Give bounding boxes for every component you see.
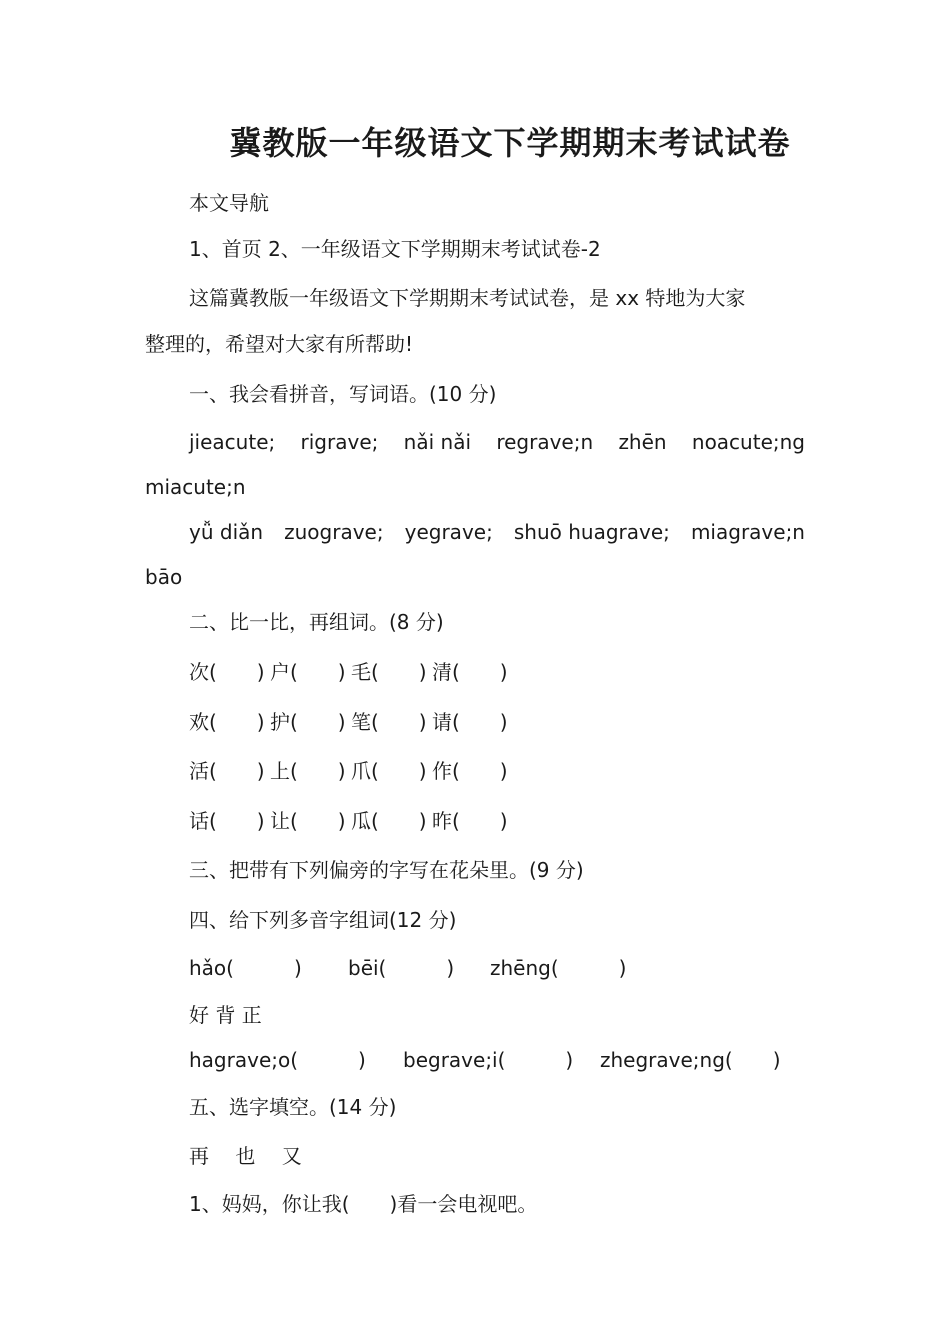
polyphone-item: zhegrave;ng( ): [600, 1048, 781, 1072]
compare-item: 话( ): [189, 809, 265, 833]
pinyin-item: rigrave;: [300, 430, 379, 454]
polyphone-item: zhēng( ): [490, 956, 627, 980]
polyphone-item: hagrave;o( ): [189, 1048, 366, 1072]
compare-item: 活( ): [189, 759, 265, 783]
compare-item: 爪( ): [351, 759, 427, 783]
pinyin-item: zhēn: [618, 430, 667, 454]
compare-row: [189, 807, 513, 835]
nav-links[interactable]: 1、首页 2、一年级语文下学期期末考试试卷-2: [189, 237, 601, 261]
intro-text-cont: 整理的，希望对大家有所帮助!: [145, 332, 414, 356]
compare-item: 上( ): [270, 759, 346, 783]
compare-item: 瓜( ): [351, 809, 427, 833]
question-1: 1、妈妈，你让我( )看一会电视吧。: [189, 1192, 538, 1216]
compare-item: 次( ): [189, 660, 265, 684]
section1-heading: 一、我会看拼音，写词语。(10 分): [189, 382, 497, 406]
page-title: 冀教版一年级语文下学期期末考试试卷: [229, 124, 791, 162]
pinyin-item: shuō huagrave;: [513, 520, 670, 544]
pinyin-row-2: [189, 518, 805, 546]
pinyin-item: regrave;n: [496, 430, 594, 454]
pinyin-item: yǚ diǎn: [189, 520, 264, 544]
compare-row: [189, 708, 513, 736]
pinyin-item: noacute;ng: [691, 430, 805, 454]
polyphone-item: hǎo( ): [189, 956, 302, 980]
choice-options: 再 也 又: [189, 1144, 302, 1168]
compare-item: 欢( ): [189, 710, 265, 734]
nav-heading: 本文导航: [189, 191, 269, 215]
compare-item: 作( ): [432, 759, 508, 783]
compare-item: 昨( ): [432, 809, 508, 833]
pinyin-row-2-wrap: bāo: [145, 565, 183, 589]
compare-item: 毛( ): [351, 660, 427, 684]
pinyin-item: miagrave;n: [690, 520, 805, 544]
pinyin-item: jieacute;: [189, 430, 276, 454]
compare-item: 护( ): [270, 710, 346, 734]
section4-heading: 四、给下列多音字组词(12 分): [189, 908, 457, 932]
compare-row: [189, 757, 513, 785]
section5-heading: 五、选字填空。(14 分): [189, 1095, 397, 1119]
section3-heading: 三、把带有下列偏旁的字写在花朵里。(9 分): [189, 858, 584, 882]
compare-item: 笔( ): [351, 710, 427, 734]
intro-text: 这篇冀教版一年级语文下学期期末考试试卷，是 xx 特地为大家: [189, 286, 746, 310]
compare-item: 户( ): [270, 660, 346, 684]
section2-heading: 二、比一比，再组词。(8 分): [189, 610, 444, 634]
pinyin-item: yegrave;: [404, 520, 493, 544]
polyphone-item: begrave;i( ): [403, 1048, 574, 1072]
compare-item: 请( ): [432, 710, 508, 734]
pinyin-item: zuograve;: [284, 520, 384, 544]
compare-row: [189, 658, 513, 686]
compare-item: 清( ): [432, 660, 508, 684]
compare-item: 让( ): [270, 809, 346, 833]
polyphone-chars: 好 背 正: [189, 1003, 262, 1027]
pinyin-row-1: [189, 428, 805, 456]
pinyin-item: nǎi nǎi: [403, 430, 472, 454]
polyphone-item: bēi( ): [348, 956, 455, 980]
pinyin-row-1-wrap: miacute;n: [145, 475, 246, 499]
